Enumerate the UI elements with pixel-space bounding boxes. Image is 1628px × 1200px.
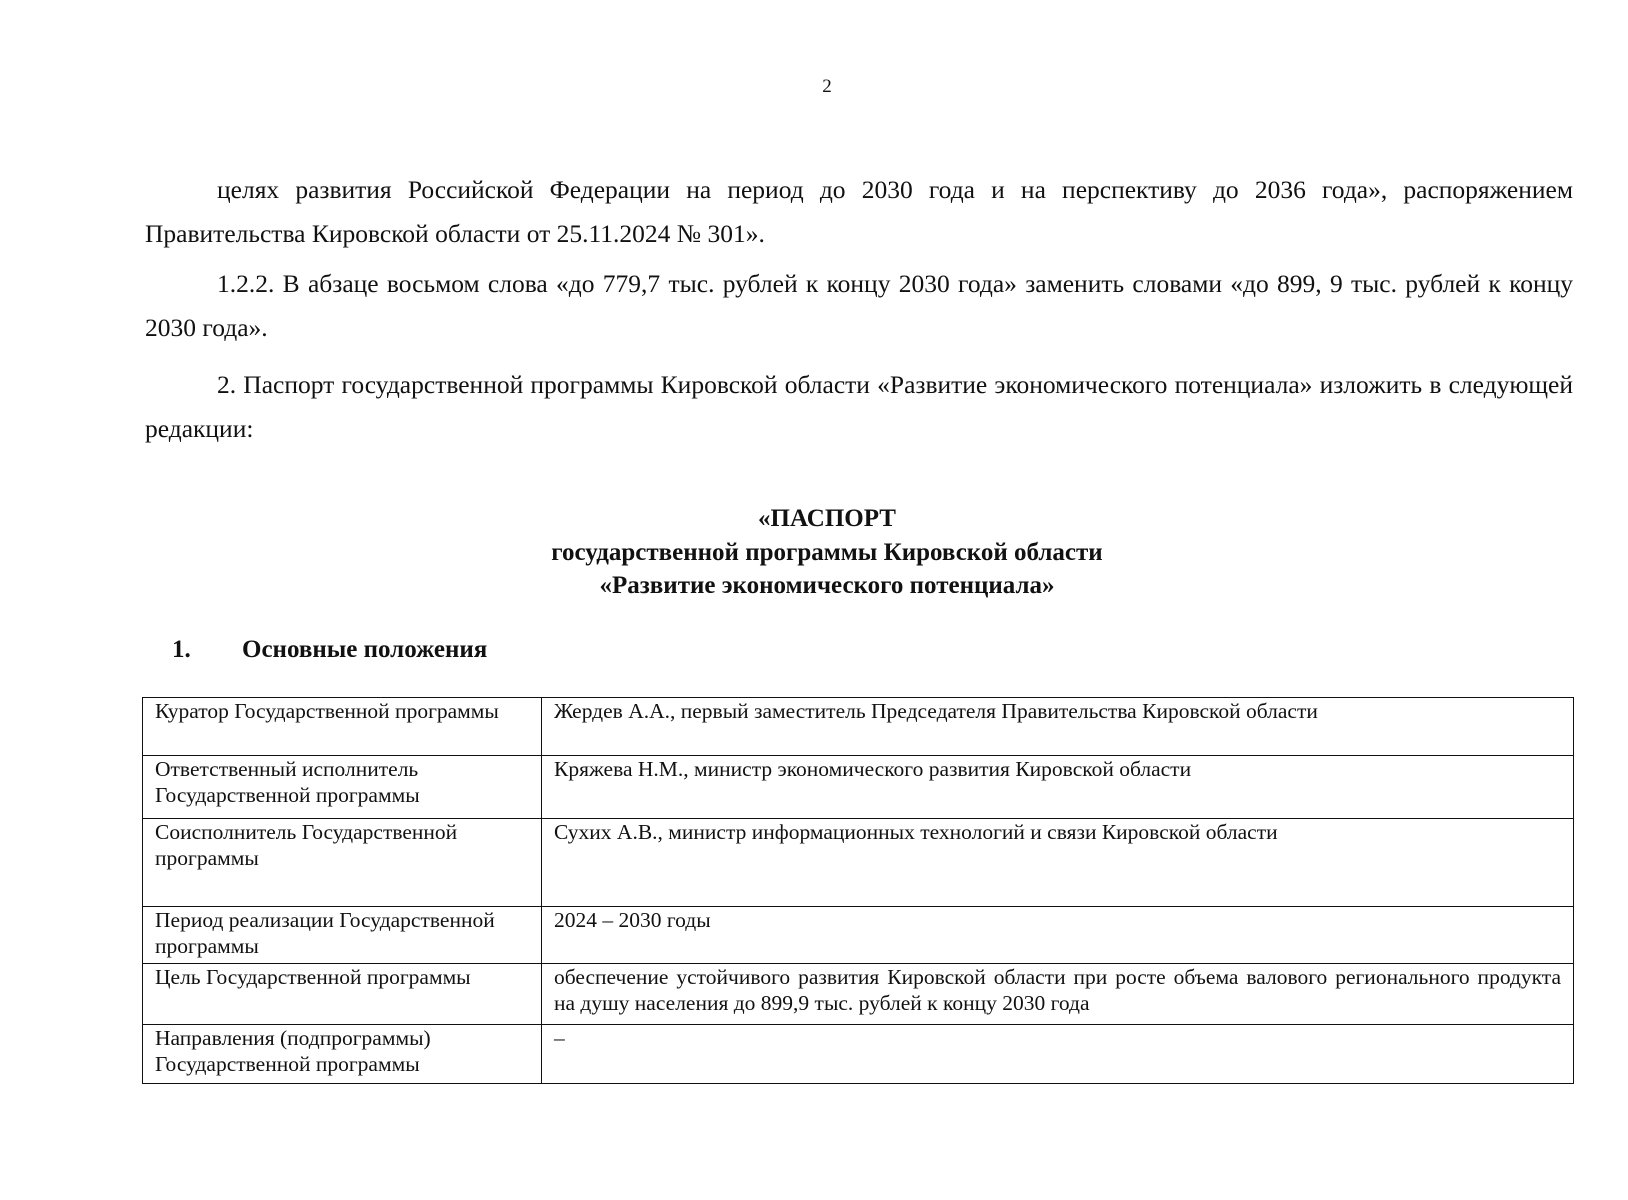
table-row: [143, 698, 1574, 756]
row-label: Ответственный исполнитель Государственной программы: [143, 756, 542, 819]
table-row: [143, 907, 1574, 964]
table-row: [143, 1025, 1574, 1084]
page-number: 2: [822, 76, 832, 97]
section-heading: [172, 634, 487, 666]
row-value: Жердев А.А., первый заместитель Председателя Правительства Кировской области: [542, 698, 1574, 756]
paragraph-1: целях развития Российской Федерации на период до 2030 года и на перспективу до 2036 года», распоряжением Правительства Кировской области от 25.11.2024 № 301».: [145, 175, 1573, 248]
row-value: Кряжева Н.М., министр экономического развития Кировской области: [542, 756, 1574, 819]
passport-table: [142, 697, 1574, 1084]
section-number: 1.: [172, 636, 191, 663]
table-row: [143, 819, 1574, 907]
passport-program-name: «Развитие экономического потенциала»: [599, 572, 1055, 599]
table-row: [143, 964, 1574, 1025]
row-label: Куратор Государственной программы: [143, 698, 542, 756]
row-label: Цель Государственной программы: [143, 964, 542, 1025]
row-value: 2024 – 2030 годы: [542, 907, 1574, 964]
passport-title: «ПАСПОРТ: [758, 505, 896, 532]
row-value: обеспечение устойчивого развития Кировской области при росте объема валового регионального продукта на душу населения до 899,9 тыс. рублей к концу 2030 года: [542, 964, 1574, 1025]
row-label: Соисполнитель Государственной программы: [143, 819, 542, 907]
row-label: Период реализации Государственной программы: [143, 907, 542, 964]
paragraph-3: 2. Паспорт государственной программы Кировской области «Развитие экономического потенциала» изложить в следующей редакции:: [145, 370, 1573, 443]
row-label: Направления (подпрограммы) Государственной программы: [143, 1025, 542, 1084]
table-row: [143, 756, 1574, 819]
passport-subtitle: государственной программы Кировской области: [551, 539, 1103, 566]
row-value: –: [542, 1025, 1574, 1084]
section-title: Основные положения: [242, 636, 488, 663]
row-value: Сухих А.В., министр информационных технологий и связи Кировской области: [542, 819, 1574, 907]
paragraph-2: 1.2.2. В абзаце восьмом слова «до 779,7 тыс. рублей к концу 2030 года» заменить словами «до 899, 9 тыс. рублей к концу 2030 года».: [145, 269, 1573, 342]
